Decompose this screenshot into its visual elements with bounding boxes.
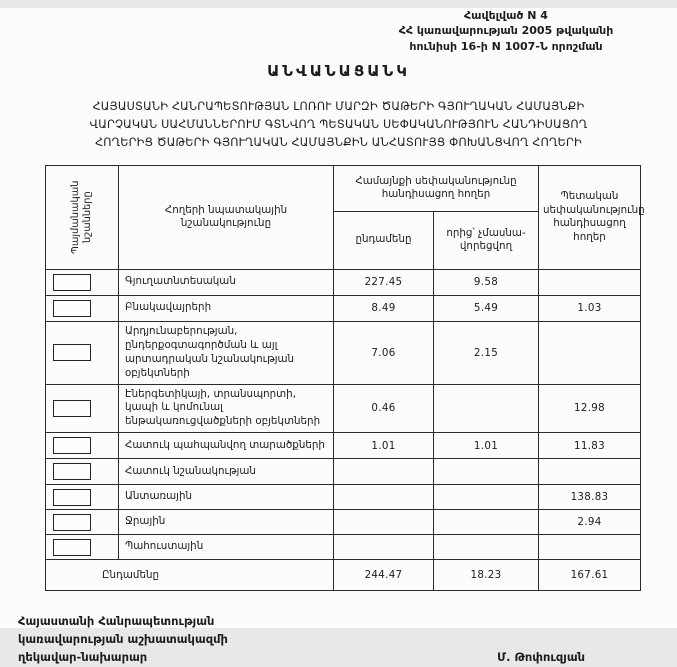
community-total-value xyxy=(334,510,434,535)
land-category: Գյուղատնտեսական xyxy=(119,269,334,295)
sign-cell xyxy=(46,384,119,433)
table-row-protected-areas xyxy=(46,433,641,459)
legend-swatch xyxy=(53,489,91,506)
legend-swatch xyxy=(53,274,91,291)
table-row-special-purpose xyxy=(46,459,641,485)
subtitle-line-2: ՎԱՐՉԱԿԱՆ ՍԱՀՄԱՆՆԵՐՈՒՄ ԳՏՆՎՈՂ ՊԵՏԱԿԱՆ ՍԵՓԱԿԱՆՈՒԹՅՈՒՆ ՀԱՆԴԻՍԱՑՈՂ xyxy=(89,118,588,132)
community-total-value xyxy=(334,535,434,560)
sign-cell xyxy=(46,295,119,321)
community-total-value: 0.46 xyxy=(334,384,434,433)
non-privatizable-value xyxy=(434,510,539,535)
column-header-community-total: ընդամենը xyxy=(334,211,434,269)
table-row-agricultural xyxy=(46,269,641,295)
land-category: Անտառային xyxy=(119,485,334,510)
legend-swatch xyxy=(53,539,91,556)
land-category: Պահուստային xyxy=(119,535,334,560)
total-non-privatizable-value: 18.23 xyxy=(434,560,539,591)
document-footer xyxy=(0,591,677,666)
scanned-document-page xyxy=(0,8,677,664)
annex-line-1: Հավելված N 4 xyxy=(464,9,548,22)
non-privatizable-value xyxy=(434,384,539,433)
sign-cell xyxy=(46,433,119,459)
document-subtitle xyxy=(19,98,659,152)
land-category: Բնակավայրերի xyxy=(119,295,334,321)
total-state-value: 167.61 xyxy=(539,560,641,591)
legend-swatch xyxy=(53,463,91,480)
community-total-value xyxy=(334,459,434,485)
non-privatizable-value: 1.01 xyxy=(434,433,539,459)
land-category: Էներգետիկայի, տրանսպորտի, կապի և կոմունալ ենթակառուցվածքների օբյեկտների xyxy=(119,384,334,433)
table-row-settlements xyxy=(46,295,641,321)
sign-cell xyxy=(46,459,119,485)
total-label: Ընդամենը xyxy=(46,560,334,591)
non-privatizable-value xyxy=(434,459,539,485)
annex-line-2: ՀՀ կառավարության 2005 թվականի xyxy=(398,24,614,38)
signer-title-block xyxy=(18,613,228,666)
total-community-total-value: 244.47 xyxy=(334,560,434,591)
non-privatizable-value: 2.15 xyxy=(434,321,539,384)
legend-swatch xyxy=(53,400,91,417)
annex-line-3: հունիսի 16-ի N 1007-Ն որոշման xyxy=(409,39,603,53)
table-row-industrial xyxy=(46,321,641,384)
subtitle-line-3: ՀՈՂԵՐԻՑ ԾԱԹԵՐԻ ԳՅՈՒՂԱԿԱՆ ՀԱՄԱՅՆՔԻՆ ԱՆՀԱՏՈՒՅՑ ՓՈԽԱՆՑՎՈՂ ՀՈՂԵՐԻ xyxy=(95,136,582,150)
community-total-value: 7.06 xyxy=(334,321,434,384)
table-row-reserve xyxy=(46,535,641,560)
sign-cell xyxy=(46,321,119,384)
state-value xyxy=(539,459,641,485)
non-privatizable-value: 9.58 xyxy=(434,269,539,295)
column-header-community-group: Համայնքի սեփականությունը հանդիսացող հողեր xyxy=(334,165,539,211)
community-total-value: 227.45 xyxy=(334,269,434,295)
column-header-symbols xyxy=(46,165,119,269)
state-value: 2.94 xyxy=(539,510,641,535)
table-row-forest xyxy=(46,485,641,510)
column-header-community-non-privatizable: որից՝ չմասնա-վորեցվող xyxy=(434,211,539,269)
state-value: 138.83 xyxy=(539,485,641,510)
land-category: Հատուկ նշանակության xyxy=(119,459,334,485)
subtitle-line-1: ՀԱՅԱՍՏԱՆԻ ՀԱՆՐԱՊԵՏՈՒԹՅԱՆ ԼՈՌՈՒ ՄԱՐԶԻ ԾԱԹԵՐԻ ԳՅՈՒՂԱԿԱՆ ՀԱՄԱՅՆՔԻ xyxy=(92,100,585,114)
column-header-state: Պետական սեփականությունը հանդիսացող հողեր xyxy=(539,165,641,269)
land-category: Ջրային xyxy=(119,510,334,535)
annex-reference xyxy=(351,8,661,54)
state-value xyxy=(539,321,641,384)
column-header-purpose: Հողերի նպատակային նշանակությունը xyxy=(119,165,334,269)
land-category: Հատուկ պահպանվող տարածքների xyxy=(119,433,334,459)
state-value xyxy=(539,535,641,560)
land-transfer-table xyxy=(45,165,645,591)
non-privatizable-value xyxy=(434,535,539,560)
community-total-value: 8.49 xyxy=(334,295,434,321)
document-title: ԱՆՎԱՆԱՑԱՆԿ xyxy=(267,62,410,81)
sign-cell xyxy=(46,510,119,535)
table-row-total xyxy=(46,560,641,591)
legend-swatch xyxy=(53,514,91,531)
state-value: 12.98 xyxy=(539,384,641,433)
signer-line-1: Հայաստանի Հանրապետության xyxy=(18,614,215,629)
table-row-infrastructure xyxy=(46,384,641,433)
legend-swatch xyxy=(53,437,91,454)
legend-swatch xyxy=(53,344,91,361)
state-value: 11.83 xyxy=(539,433,641,459)
land-category: Արդյունաբերության, ընդերքօգտագործման և այլ արտադրական նշանակության օբյեկտների xyxy=(119,321,334,384)
non-privatizable-value xyxy=(434,485,539,510)
table-row-water xyxy=(46,510,641,535)
sign-cell xyxy=(46,485,119,510)
signer-line-2: կառավարության աշխատակազմի xyxy=(18,631,228,646)
community-total-value: 1.01 xyxy=(334,433,434,459)
signer-line-3: ղեկավար-նախարար xyxy=(18,649,148,664)
state-value xyxy=(539,269,641,295)
state-value: 1.03 xyxy=(539,295,641,321)
non-privatizable-value: 5.49 xyxy=(434,295,539,321)
signature-name: Մ. Թոփուզյան xyxy=(497,649,585,664)
legend-swatch xyxy=(53,300,91,317)
community-total-value xyxy=(334,485,434,510)
sign-cell xyxy=(46,535,119,560)
sign-cell xyxy=(46,269,119,295)
column-header-symbols-label: Պայմանական նշանները xyxy=(69,180,93,255)
